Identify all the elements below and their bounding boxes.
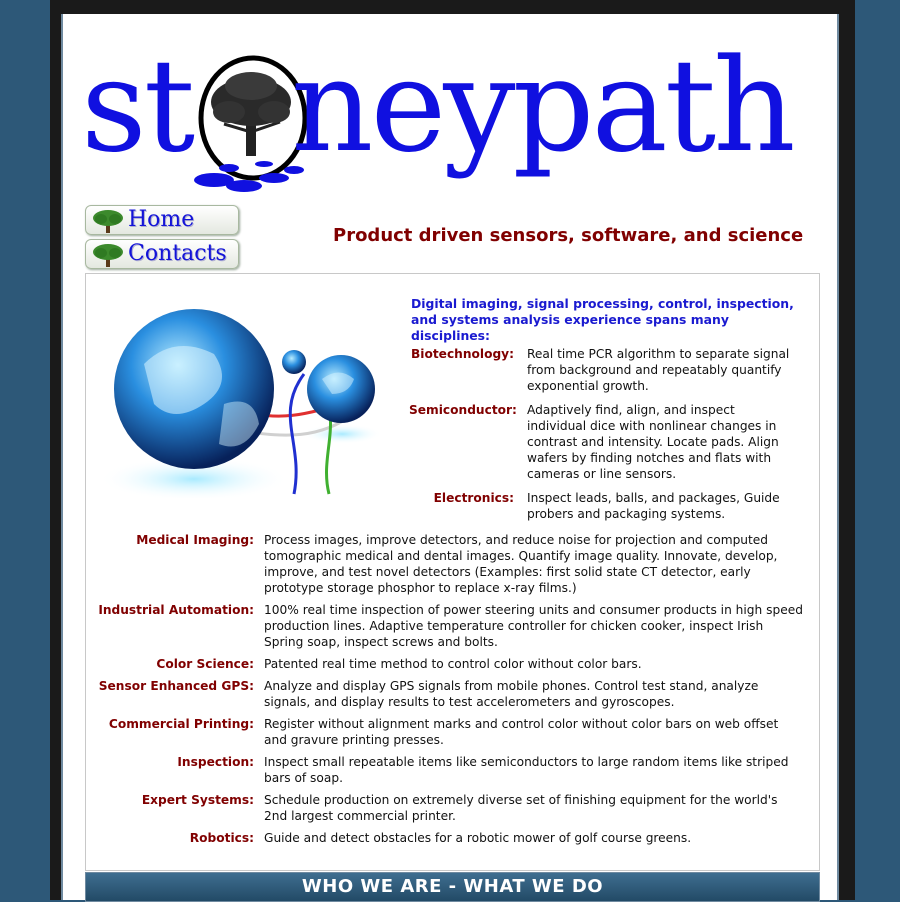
discipline-label: Commercial Printing: <box>108 717 254 731</box>
discipline-label: Expert Systems: <box>141 793 254 807</box>
discipline-description: Guide and detect obstacles for a robotic mower of golf course greens. <box>264 831 692 845</box>
content-box <box>85 273 820 871</box>
nav-home-label: Home <box>128 207 195 232</box>
discipline-label: Biotechnology: <box>411 347 514 361</box>
logo-text-st: st <box>81 32 193 181</box>
discipline-description: Real time PCR algorithm to separate signal from background and repeatably quantify exponential growth. <box>527 347 790 393</box>
stoneypath-logo[interactable] <box>81 28 831 208</box>
discipline-label: Sensor Enhanced GPS: <box>98 679 254 693</box>
tree-icon <box>91 209 125 233</box>
nav-home-button[interactable] <box>85 205 239 235</box>
nav-contacts-label: Contacts <box>128 241 227 266</box>
logo-text-neypath: neypath <box>291 32 793 181</box>
discipline-description: Inspect small repeatable items like semiconductors to large random items like striped bars of soap. <box>264 755 789 785</box>
intro-text: Digital imaging, signal processing, control, inspection, and systems analysis experience spans many disciplines: <box>411 296 794 343</box>
discipline-description: Patented real time method to control color without color bars. <box>264 657 642 671</box>
tagline: Product driven sensors, software, and science <box>333 225 804 246</box>
discipline-label: Medical Imaging: <box>136 533 254 547</box>
discipline-description: Process images, improve detectors, and reduce noise for projection and computed tomographic medical and dental images. Quantify image quality. Innovate, develop, improve, and test novel detectors (Examples: first solid state CT detector, early prototype storage phosphor to replace x-ray films.) <box>264 533 778 595</box>
discipline-label: Industrial Automation: <box>98 603 254 617</box>
tree-icon <box>91 243 125 267</box>
discipline-label: Semiconductor: <box>409 403 517 417</box>
discipline-label: Color Science: <box>156 657 254 671</box>
discipline-label: Inspection: <box>177 755 254 769</box>
discipline-label: Robotics: <box>189 831 254 845</box>
nav-contacts-button[interactable] <box>85 239 239 269</box>
who-we-are-banner: WHO WE ARE - WHAT WE DO <box>85 872 820 902</box>
discipline-description: Inspect leads, balls, and packages, Guide probers and packaging systems. <box>527 491 780 521</box>
discipline-label: Electronics: <box>433 491 514 505</box>
discipline-description: Analyze and display GPS signals from mobile phones. Control test stand, analyze signals, and display results to test accelerometers and gyroscopes. <box>264 679 759 709</box>
page-container <box>61 14 839 900</box>
globe-network-image <box>104 294 409 498</box>
discipline-description: Schedule production on extremely diverse set of finishing equipment for the world's 2nd largest commercial printer. <box>264 793 778 823</box>
discipline-description: 100% real time inspection of power steering units and consumer products in high speed production lines. Adaptive temperature controller for chicken cooker, inspect Irish Spring soap, inspect screws and bolts. <box>264 603 803 649</box>
discipline-description: Register without alignment marks and control color without color bars on web offset and gravure printing presses. <box>264 717 779 747</box>
discipline-description: Adaptively find, align, and inspect individual dice with nonlinear changes in contrast and intensity. Locate pads. Align wafers by finding notches and flats with cameras or line sensors. <box>527 403 779 481</box>
